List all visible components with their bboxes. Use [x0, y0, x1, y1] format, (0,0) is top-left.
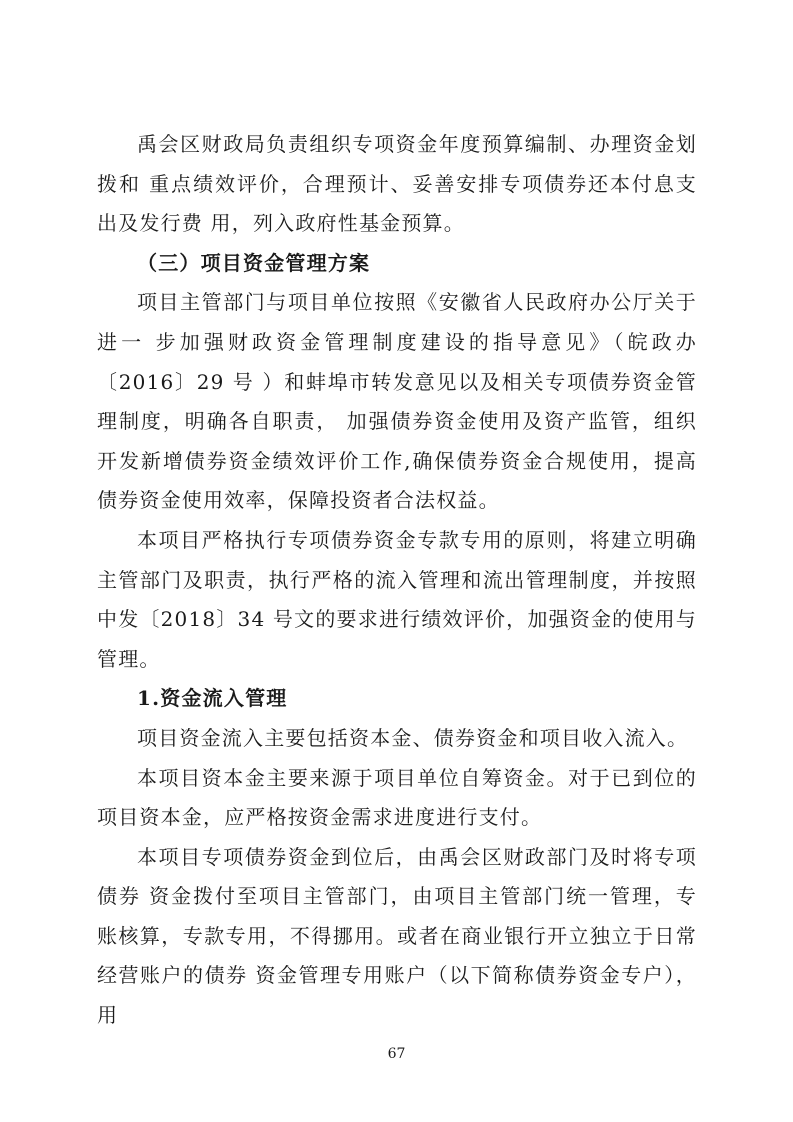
paragraph-special-purpose-principle: 本项目严格执行专项债券资金专款专用的原则，将建立明确主管部门及职责，执行严格的流入管理和流出管理制度，并按照中发〔2018〕34 号文的要求进行绩效评价，加强资金的使用与管理。	[97, 527, 697, 671]
paragraph-budget-responsibility: 禹会区财政局负责组织专项资金年度预算编制、办理资金划拨和 重点绩效评价，合理预计、妥善安排专项债券还本付息支出及发行费 用，列入政府性基金预算。	[97, 132, 697, 236]
paragraph-bond-funds-allocation: 本项目专项债券资金到位后，由禹会区财政部门及时将专项债券 资金拨付至项目主管部门，由项目主管部门统一管理，专账核算，专款专用，不得挪用。或者在商业银行开立独立于日常经营账户的债券 资金管理专用账户（以下简称债券资金专户），用	[97, 844, 697, 1028]
section-heading-fund-management-plan: （三）项目资金管理方案	[137, 250, 371, 275]
paragraph-inflow-sources: 项目资金流入主要包括资本金、债券资金和项目收入流入。	[137, 725, 689, 750]
subheading-fund-inflow-management: 1.资金流入管理	[137, 686, 288, 711]
page-number: 67	[387, 1046, 406, 1062]
paragraph-capital-funds: 本项目资本金主要来源于项目单位自筹资金。对于已到位的项目资本金，应严格按资金需求进度进行支付。	[97, 765, 697, 830]
paragraph-management-guidelines: 项目主管部门与项目单位按照《安徽省人民政府办公厅关于进一 步加强财政资金管理制度建设的指导意见》（皖政办〔2016〕29 号 ）和蚌埠市转发意见以及相关专项债券资金管理制度，明确各自职责， 加强债券资金使用及资产监管，组织开发新增债券资金绩效评价工作,确保债券资金合规使用，提高债券资金使用效率，保障投资者合法权益。	[97, 290, 697, 513]
document-body	[97, 125, 697, 1036]
